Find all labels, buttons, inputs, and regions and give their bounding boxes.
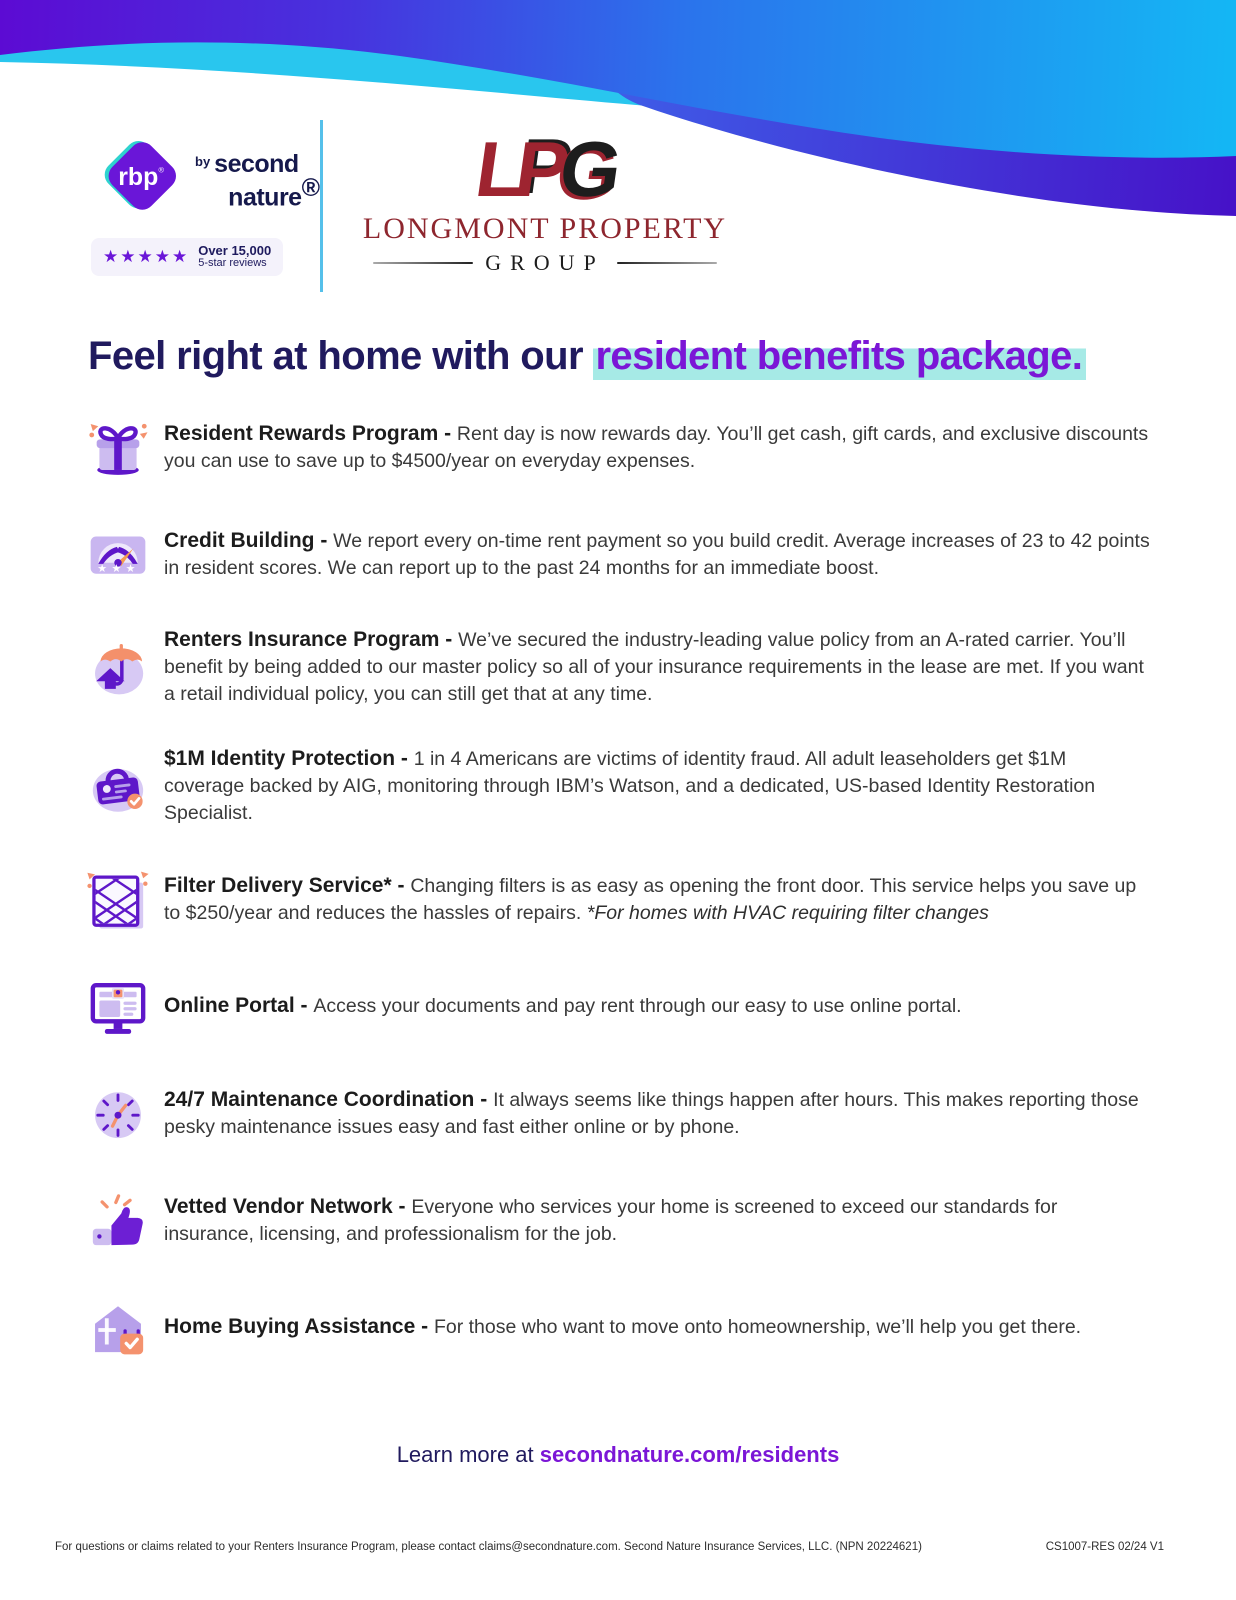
benefit-description: For those who want to move onto homeownership, we’ll help you get there. (433, 1316, 1082, 1338)
benefit-item (82, 626, 1150, 708)
benefit-description: Rent day is now rewards day. You’ll get cash, gift cards, and exclusive discounts you can use to save up to $4500/year on everyday expenses. (164, 422, 1149, 472)
clock-icon (82, 1078, 154, 1148)
benefit-heading: Renters Insurance Program - (164, 628, 459, 651)
benefit-footnote: *For homes with HVAC requiring filter changes (581, 901, 989, 924)
filter-icon (82, 864, 154, 934)
house-check-icon (82, 1292, 154, 1362)
benefit-item (82, 745, 1150, 827)
svg-text:★: ★ (125, 562, 136, 576)
svg-text:®: ® (158, 165, 164, 175)
lpg-letter: L (470, 125, 523, 213)
credit-gauge-icon (82, 519, 154, 589)
reviews-badge (91, 238, 283, 276)
benefit-description: 1 in 4 Americans are victims of identity fraud. All adult leaseholders get $1M coverage backed by AIG, monitoring through IBM’s Watson, and a dedicated, US-based Identity Restoration Specialist. (164, 748, 1096, 824)
brand-word-nature: nature (228, 183, 302, 212)
lpg-letter: P (510, 125, 567, 213)
lpg-group-line (345, 250, 745, 276)
svg-text:★: ★ (97, 562, 108, 576)
benefit-item (82, 412, 1150, 482)
lpg-monogram (340, 125, 750, 213)
title-highlight: resident benefits package. (593, 334, 1086, 380)
registered-mark: ® (301, 174, 320, 202)
benefit-item (82, 971, 1150, 1041)
benefit-description: We report every on-time rent payment so you build credit. Average increases of 23 to 42 points in resident scores. We can report up to the past 24 months for an immediate boost. (164, 529, 1150, 579)
benefit-description: We’ve secured the industry-leading value policy from an A-rated carrier. You’ll benefit by being added to our master policy so all of your insurance requirements in the lease are met. If you want a retail individual policy, you can still get that at any time. (164, 629, 1144, 705)
gift-icon (82, 412, 154, 482)
benefit-item (82, 1292, 1150, 1362)
benefit-description: Changing filters is as easy as opening the front door. This service helps you save up to $250/year and reduces the hassles of repairs. (164, 874, 1137, 924)
divider-line (373, 262, 473, 264)
umbrella-icon (82, 632, 154, 702)
benefit-item (82, 1185, 1150, 1255)
svg-text:★: ★ (111, 562, 122, 576)
benefit-item (82, 519, 1150, 589)
divider-line (617, 262, 717, 264)
benefit-heading: Home Buying Assistance - (164, 1315, 434, 1338)
second-nature-wordmark (195, 150, 320, 212)
thumbs-up-icon (82, 1185, 154, 1255)
learn-more-prefix: Learn more at (396, 1442, 540, 1467)
rbp-diamond-icon (95, 130, 187, 227)
benefits-list (82, 412, 1150, 1362)
benefit-heading: Vetted Vendor Network - (164, 1194, 412, 1218)
footer (55, 1541, 1164, 1553)
footer-doc-code: CS1007-RES 02/24 V1 (1045, 1541, 1164, 1553)
longmont-property-group-logo (345, 125, 745, 276)
benefit-description: Access your documents and pay rent through our easy to use online portal. (313, 995, 962, 1017)
learn-more-line (0, 1442, 1236, 1468)
footer-disclaimer: For questions or claims related to your Renters Insurance Program, please contact claims@secondnature.com. Second Nature Insurance Services, LLC. (NPN 20224621) (55, 1541, 922, 1553)
brand-word-second: second (214, 150, 299, 178)
benefit-heading: 24/7 Maintenance Coordination - (164, 1087, 494, 1111)
reviews-caption: 5-star reviews (198, 257, 267, 269)
benefit-heading: $1M Identity Protection - (164, 747, 414, 770)
residents-link[interactable]: secondnature.com/residents (539, 1442, 840, 1467)
lpg-group-word: GROUP (485, 250, 605, 275)
benefit-description: Everyone who services your home is screened to exceed our standards for insurance, licensing, and professionalism for the job. (164, 1195, 1058, 1245)
five-stars-icon: ★★★★★ (103, 247, 190, 267)
benefit-heading: Credit Building - (164, 528, 334, 552)
benefit-item (82, 1078, 1150, 1148)
monitor-icon (82, 971, 154, 1041)
lpg-letter: G (554, 125, 620, 213)
benefit-item (82, 864, 1150, 934)
svg-text:rbp: rbp (118, 164, 159, 192)
page-title (88, 334, 1168, 379)
lpg-name: LONGMONT PROPERTY (362, 212, 728, 245)
logo-divider-line (320, 120, 323, 292)
benefit-description: It always seems like things happen after hours. This makes reporting those pesky maintenance issues easy and fast either online or by phone. (164, 1088, 1139, 1138)
benefit-heading: Filter Delivery Service* - (164, 873, 411, 897)
by-label: by (195, 154, 211, 169)
reviews-count: Over 15,000 (198, 243, 272, 258)
benefit-heading: Online Portal - (164, 994, 314, 1017)
id-card-icon (82, 751, 154, 821)
title-prefix: Feel right at home with our (88, 334, 594, 378)
benefit-heading: Resident Rewards Program - (164, 421, 457, 445)
